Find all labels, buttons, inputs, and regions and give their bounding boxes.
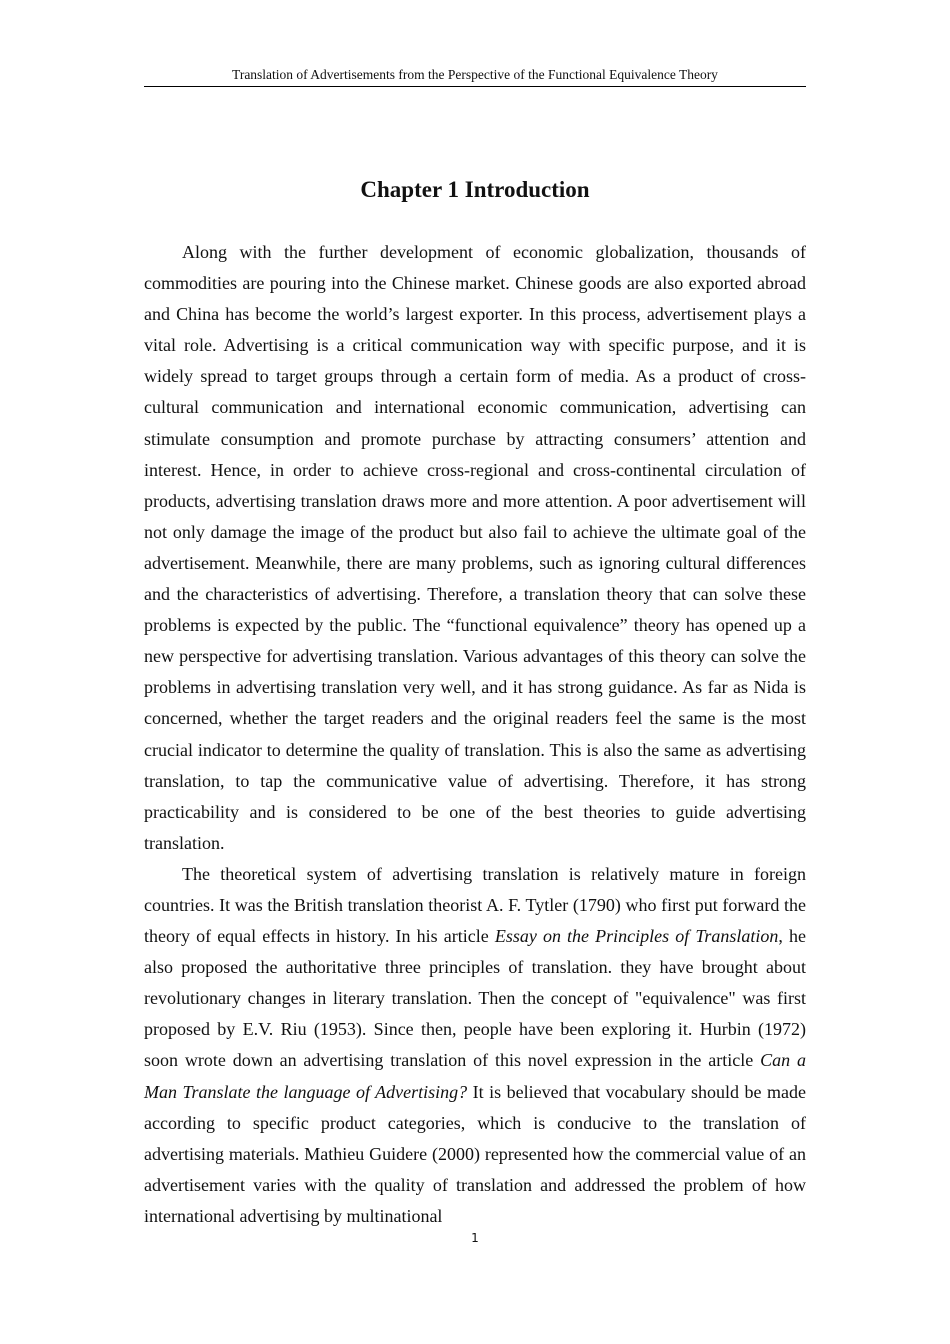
paragraph-2-text-3: It is believed that vocabulary should be made according to specific product categories, which is conducive to the translation of advertising materials. Mathieu Guidere (2000) represented how the commercial value of an advertisement varies with the quality of translation and addressed the problem of how international advertising by multinational (144, 1081, 807, 1226)
article-title-essay: Essay on the Principles of Translation (494, 926, 779, 947)
paragraph-2-text-2: , he also proposed the authoritative three principles of translation. they have brought about revolutionary changes in literary translation. Then the concept of "equivalence" was first proposed by E.V. Riu (1953). Since then, people have been exploring it. Hurbin (1972) soon wrote down an advertising translation of this novel expression in the article (144, 926, 806, 1071)
chapter-title: Chapter 1 Introduction (360, 177, 590, 202)
paragraph-2-text-1: The theoretical system of advertising translation is relatively mature in foreign countries. It was the British translation theorist A. F. Tytler (1790) who first put forward the theory of equal effects in history. In his article (144, 863, 806, 947)
page-number: 1 (471, 1231, 479, 1245)
paragraph-2 (144, 859, 806, 1232)
paragraph-1: Along with the further development of economic globalization, thousands of commodities are pouring into the Chinese market. Chinese goods are also exported abroad and China has become the world’s largest exporter. In this process, advertisement plays a vital role. Advertising is a critical communication way with specific purpose, and it is widely spread to target groups through a certain form of media. As a product of cross-cultural communication and international economic communication, advertising can stimulate consumption and promote purchase by attracting consumers’ attention and interest. Hence, in order to achieve cross-regional and cross-continental circulation of products, advertising translation draws more and more attention. A poor advertisement will not only damage the image of the product but also fail to achieve the ultimate goal of the advertisement. Meanwhile, there are many problems, such as ignoring cultural differences and the characteristics of advertising. Therefore, a translation theory that can solve these problems is expected by the public. The “functional equivalence” theory has opened up a new perspective for advertising translation. Various advantages of this theory can solve the problems in advertising translation very well, and it has strong guidance. As far as Nida is concerned, whether the target readers and the original readers feel the same is the most crucial indicator to determine the quality of translation. This is also the same as advertising translation, to tap the communicative value of advertising. Therefore, it has strong practicability and is considered to be one of the best theories to guide advertising translation. (144, 242, 806, 853)
running-header: Translation of Advertisements from the Perspective of the Functional Equivalence Theory (144, 66, 806, 87)
article-title-hurbin: Can a Man Translate the language of Advertising? (144, 1050, 806, 1102)
body-text (144, 237, 806, 1232)
